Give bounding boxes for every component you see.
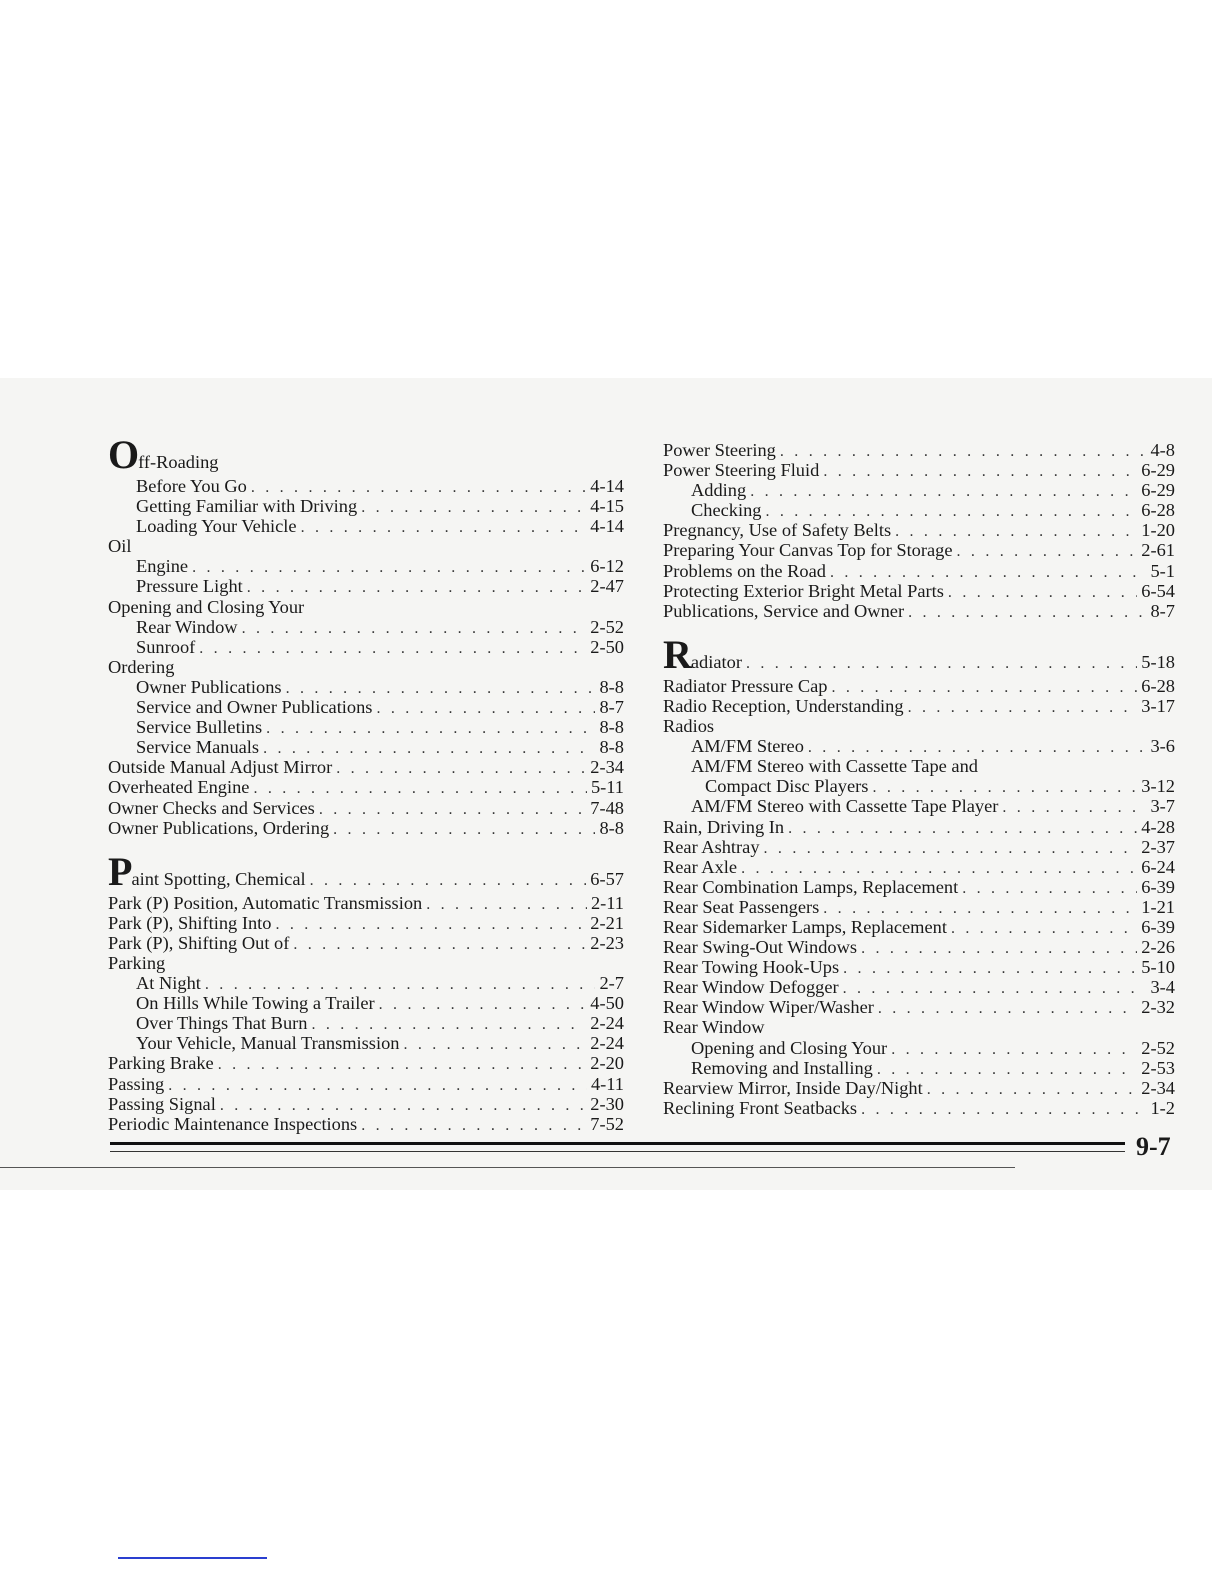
index-entry <box>663 796 1175 816</box>
entry-title: Rear Swing-Out Windows <box>663 937 858 958</box>
entry-page-ref: 8-8 <box>599 817 624 838</box>
index-entry <box>663 837 1175 857</box>
index-entry <box>108 496 624 516</box>
entry-page-ref: 8-8 <box>599 717 624 738</box>
entry-title: At Night <box>136 973 201 994</box>
dot-leader <box>199 639 586 659</box>
entry-title: Periodic Maintenance Inspections <box>108 1113 358 1134</box>
index-entry <box>108 1013 624 1033</box>
entry-page-ref: 4-15 <box>590 496 624 517</box>
entry-title: Problems on the Road <box>663 560 826 581</box>
index-entry <box>663 716 1175 736</box>
entry-page-ref: 3-6 <box>1150 736 1175 757</box>
page-number: 9-7 <box>1136 1132 1171 1161</box>
dot-leader <box>376 699 595 719</box>
dot-leader <box>333 820 595 840</box>
dot-leader <box>253 779 587 799</box>
entry-page-ref: 2-24 <box>590 1033 624 1054</box>
entry-title: Parking Brake <box>108 1053 214 1074</box>
dot-leader <box>808 738 1147 758</box>
entry-title: Over Things That Burn <box>136 1013 308 1034</box>
dot-leader <box>192 558 586 578</box>
section-gap <box>108 838 624 857</box>
entry-title: Rearview Mirror, Inside Day/Night <box>663 1077 923 1098</box>
entry-title: Power Steering <box>663 440 776 460</box>
index-entry <box>108 993 624 1013</box>
entry-page-ref: 2-30 <box>590 1093 624 1114</box>
entry-page-ref: 4-14 <box>590 476 624 496</box>
entry-title: Passing <box>108 1073 165 1094</box>
dot-leader <box>823 899 1137 919</box>
section-initial: R <box>663 631 691 677</box>
index-entry <box>663 601 1175 621</box>
index-entry <box>108 516 624 536</box>
dot-leader <box>750 482 1137 502</box>
dot-leader <box>218 1055 587 1075</box>
section-initial: O <box>108 432 139 477</box>
entry-title: Pregnancy, Use of Safety Belts <box>663 520 892 541</box>
entry-page-ref: 6-24 <box>1141 856 1175 877</box>
entry-page-ref: 4-11 <box>590 1073 624 1094</box>
index-entry <box>108 697 624 717</box>
index-entry <box>108 1053 624 1073</box>
entry-page-ref: 4-14 <box>590 516 624 537</box>
dot-leader <box>764 839 1138 859</box>
entry-title-rest: ff-Roading <box>138 452 219 472</box>
dot-leader <box>788 819 1137 839</box>
dot-leader <box>205 975 596 995</box>
index-entry <box>108 893 624 913</box>
entry-page-ref: 2-61 <box>1141 540 1175 561</box>
entry-title: Radio Reception, Understanding <box>663 695 904 716</box>
entry-page-ref: 8-8 <box>599 676 624 697</box>
index-entry <box>108 432 624 477</box>
entry-title: Radios <box>663 716 715 737</box>
index-entry <box>108 818 624 838</box>
dot-leader <box>336 759 586 779</box>
entry-page-ref: 2-52 <box>590 616 624 637</box>
index-entry <box>108 576 624 596</box>
footer-rule-thick <box>110 1142 1125 1145</box>
index-entry <box>663 561 1175 581</box>
dot-leader <box>957 542 1138 562</box>
entry-title: AM/FM Stereo with Cassette Tape and <box>691 756 978 777</box>
dot-leader <box>242 619 587 639</box>
dot-leader <box>319 800 586 820</box>
index-entry <box>108 1074 624 1094</box>
dot-leader <box>275 915 586 935</box>
entry-title: Checking <box>691 500 762 521</box>
entry-page-ref: 3-7 <box>1150 796 1175 817</box>
entry-title: AM/FM Stereo <box>691 736 804 757</box>
dot-leader <box>251 478 586 498</box>
entry-title: AM/FM Stereo with Cassette Tape Player <box>691 796 999 817</box>
section-gap <box>663 621 1175 640</box>
index-entry <box>663 581 1175 601</box>
dot-leader <box>361 1116 586 1136</box>
dot-leader <box>263 739 595 759</box>
entry-title: Compact Disc Players <box>705 776 869 797</box>
index-column-right <box>663 440 1175 1118</box>
entry-title: Loading Your Vehicle <box>136 516 297 537</box>
entry-page-ref: 2-34 <box>590 757 624 778</box>
bottom-link-underline <box>118 1557 267 1559</box>
entry-title: Rear Ashtray <box>663 836 760 857</box>
entry-page-ref: 2-52 <box>1141 1037 1175 1058</box>
index-entry <box>663 756 1175 776</box>
entry-page-ref: 6-57 <box>590 868 624 889</box>
dot-leader <box>361 498 586 518</box>
entry-title: Removing and Installing <box>691 1057 873 1078</box>
dot-leader <box>962 879 1137 899</box>
index-entry <box>108 536 624 556</box>
index-entry <box>663 997 1175 1017</box>
entry-title: Your Vehicle, Manual Transmission <box>136 1033 400 1054</box>
entry-page-ref: 3-4 <box>1150 977 1175 998</box>
entry-page-ref: 6-29 <box>1141 480 1175 501</box>
entry-title: Getting Familiar with Driving <box>136 496 358 517</box>
entry-page-ref: 6-54 <box>1141 580 1175 601</box>
entry-page-ref: 3-12 <box>1141 776 1175 797</box>
entry-page-ref: 2-26 <box>1141 937 1175 958</box>
entry-title: On Hills While Towing a Trailer <box>136 993 375 1014</box>
dot-leader <box>878 999 1137 1019</box>
index-entry <box>663 977 1175 997</box>
entry-page-ref: 2-47 <box>590 576 624 597</box>
index-entry <box>663 696 1175 716</box>
dot-leader <box>1002 798 1146 818</box>
entry-title: Opening and Closing Your <box>691 1037 888 1058</box>
entry-title: Before You Go <box>136 476 247 496</box>
entry-title: Owner Publications, Ordering <box>108 817 330 838</box>
index-entry <box>663 520 1175 540</box>
index-entry <box>663 776 1175 796</box>
dot-leader <box>311 1015 586 1035</box>
entry-page-ref: 6-29 <box>1141 460 1175 481</box>
index-entry <box>108 913 624 933</box>
entry-title <box>663 631 742 680</box>
entry-title: Park (P), Shifting Out of <box>108 932 290 953</box>
index-column-left <box>108 432 624 1134</box>
entry-title: Rear Seat Passengers <box>663 896 820 917</box>
index-entry <box>663 1038 1175 1058</box>
entry-page-ref: 4-8 <box>1150 440 1175 460</box>
index-entry <box>108 757 624 777</box>
entry-title: Rear Window <box>663 1017 765 1038</box>
entry-page-ref: 2-32 <box>1141 997 1175 1018</box>
entry-page-ref: 5-18 <box>1141 651 1175 672</box>
entry-page-ref: 2-24 <box>590 1013 624 1034</box>
entry-title: Power Steering Fluid <box>663 460 820 481</box>
entry-page-ref: 8-7 <box>1150 600 1175 621</box>
entry-title: Park (P), Shifting Into <box>108 912 272 933</box>
index-entry <box>663 857 1175 877</box>
dot-leader <box>403 1035 586 1055</box>
index-entry <box>663 1017 1175 1037</box>
index-entry <box>663 631 1175 677</box>
entry-title: Rear Window Wiper/Washer <box>663 997 874 1018</box>
index-entry <box>108 933 624 953</box>
entry-page-ref: 8-7 <box>599 697 624 718</box>
entry-page-ref: 6-39 <box>1141 916 1175 937</box>
entry-title: Service Bulletins <box>136 717 263 738</box>
entry-title: Park (P) Position, Automatic Transmission <box>108 892 423 913</box>
index-entry <box>108 556 624 576</box>
entry-page-ref: 5-1 <box>1150 560 1175 581</box>
index-entry <box>663 440 1175 460</box>
entry-title: Sunroof <box>136 636 196 657</box>
entry-title: Protecting Exterior Bright Metal Parts <box>663 580 944 601</box>
dot-leader <box>379 995 587 1015</box>
index-entry <box>663 897 1175 917</box>
dot-leader <box>951 919 1137 939</box>
index-entry <box>663 480 1175 500</box>
entry-title: Overheated Engine <box>108 777 250 798</box>
index-entry <box>108 777 624 797</box>
entry-page-ref: 4-28 <box>1141 816 1175 837</box>
entry-title: Service and Owner Publications <box>136 697 373 718</box>
entry-title: Rear Axle <box>663 856 738 877</box>
dot-leader <box>861 939 1137 959</box>
entry-page-ref: 2-37 <box>1141 836 1175 857</box>
index-entry <box>663 736 1175 756</box>
footer-rule-thin <box>110 1151 1125 1152</box>
entry-title: Owner Checks and Services <box>108 797 315 818</box>
dot-leader <box>908 603 1146 623</box>
dot-leader <box>765 502 1137 522</box>
index-entry <box>663 500 1175 520</box>
index-entry <box>663 676 1175 696</box>
index-entry <box>108 617 624 637</box>
entry-title: Oil <box>108 536 132 557</box>
dot-leader <box>741 859 1137 879</box>
entry-page-ref: 5-11 <box>590 777 624 798</box>
entry-title: Owner Publications <box>136 676 282 697</box>
dot-leader <box>220 1096 586 1116</box>
entry-title-rest: adiator <box>690 651 742 672</box>
entry-title: Rear Window Defogger <box>663 977 839 998</box>
entry-title: Ordering <box>108 656 175 677</box>
index-entry <box>663 917 1175 937</box>
entry-title <box>108 432 219 480</box>
index-entry <box>108 597 624 617</box>
index-entry <box>108 737 624 757</box>
entry-page-ref: 7-48 <box>590 797 624 818</box>
entry-page-ref: 6-28 <box>1141 500 1175 521</box>
entry-title: Rain, Driving In <box>663 816 785 837</box>
index-entry <box>108 637 624 657</box>
footer-rule-shadow <box>0 1167 1015 1168</box>
entry-page-ref: 2-34 <box>1141 1077 1175 1098</box>
index-entry <box>663 1078 1175 1098</box>
index-entry <box>108 798 624 818</box>
index-entry <box>663 877 1175 897</box>
entry-title: Outside Manual Adjust Mirror <box>108 757 333 778</box>
index-entry <box>108 717 624 737</box>
dot-leader <box>927 1080 1138 1100</box>
dot-leader <box>872 778 1137 798</box>
entry-title: Preparing Your Canvas Top for Storage <box>663 540 953 561</box>
dot-leader <box>861 1100 1146 1120</box>
entry-title-rest: aint Spotting, Chemical <box>131 868 306 889</box>
index-entry <box>663 1058 1175 1078</box>
entry-page-ref: 2-23 <box>590 932 624 953</box>
entry-title: Opening and Closing Your <box>108 596 305 617</box>
index-entry <box>663 937 1175 957</box>
entry-title: Engine <box>136 556 189 577</box>
index-entry <box>108 677 624 697</box>
dot-leader <box>247 578 587 598</box>
dot-leader <box>908 698 1138 718</box>
entry-title: Service Manuals <box>136 737 260 758</box>
index-entry <box>108 973 624 993</box>
entry-page-ref: 1-21 <box>1141 896 1175 917</box>
dot-leader <box>426 895 587 915</box>
dot-leader <box>843 979 1147 999</box>
index-entry <box>108 953 624 973</box>
entry-page-ref: 6-28 <box>1141 675 1175 696</box>
entry-title: Passing Signal <box>108 1093 216 1114</box>
entry-page-ref: 2-50 <box>590 636 624 657</box>
entry-page-ref: 7-52 <box>590 1113 624 1134</box>
entry-title: Parking <box>108 952 166 973</box>
entry-page-ref: 8-8 <box>599 737 624 758</box>
dot-leader <box>831 678 1137 698</box>
entry-page-ref: 1-20 <box>1141 520 1175 541</box>
entry-page-ref: 2-20 <box>590 1053 624 1074</box>
index-entry <box>108 476 624 496</box>
index-entry <box>108 1114 624 1134</box>
entry-title: Radiator Pressure Cap <box>663 675 828 696</box>
entry-page-ref: 1-2 <box>1150 1097 1175 1118</box>
dot-leader <box>301 518 587 538</box>
index-entry <box>663 1098 1175 1118</box>
dot-leader <box>168 1076 587 1096</box>
dot-leader <box>877 1060 1137 1080</box>
entry-page-ref: 2-21 <box>590 912 624 933</box>
index-entry <box>663 957 1175 977</box>
entry-title: Rear Towing Hook-Ups <box>663 957 840 978</box>
index-entry <box>663 817 1175 837</box>
entry-page-ref: 2-11 <box>590 892 624 913</box>
entry-title <box>108 848 306 897</box>
entry-page-ref: 2-7 <box>599 973 624 994</box>
index-entry <box>108 848 624 894</box>
entry-title: Reclining Front Seatbacks <box>663 1097 858 1118</box>
entry-page-ref: 2-53 <box>1141 1057 1175 1078</box>
dot-leader <box>823 462 1137 482</box>
index-entry <box>108 1033 624 1053</box>
section-initial: P <box>108 848 132 894</box>
entry-title: Pressure Light <box>136 576 243 597</box>
dot-leader <box>830 563 1147 583</box>
index-entry <box>108 1094 624 1114</box>
entry-title: Adding <box>691 480 747 501</box>
dot-leader <box>895 522 1137 542</box>
dot-leader <box>780 442 1147 462</box>
entry-title: Publications, Service and Owner <box>663 600 905 621</box>
index-entry <box>108 657 624 677</box>
entry-page-ref: 4-50 <box>590 993 624 1014</box>
index-entry <box>663 460 1175 480</box>
entry-title: Rear Window <box>136 616 238 637</box>
dot-leader <box>286 679 596 699</box>
index-entry <box>663 540 1175 560</box>
entry-title: Rear Combination Lamps, Replacement <box>663 876 959 897</box>
dot-leader <box>891 1040 1137 1060</box>
dot-leader <box>293 935 586 955</box>
entry-page-ref: 5-10 <box>1141 957 1175 978</box>
dot-leader <box>843 959 1137 979</box>
dot-leader <box>266 719 595 739</box>
entry-title: Rear Sidemarker Lamps, Replacement <box>663 916 947 937</box>
dot-leader <box>948 583 1137 603</box>
entry-page-ref: 3-17 <box>1141 695 1175 716</box>
entry-page-ref: 6-39 <box>1141 876 1175 897</box>
entry-page-ref: 6-12 <box>590 556 624 577</box>
